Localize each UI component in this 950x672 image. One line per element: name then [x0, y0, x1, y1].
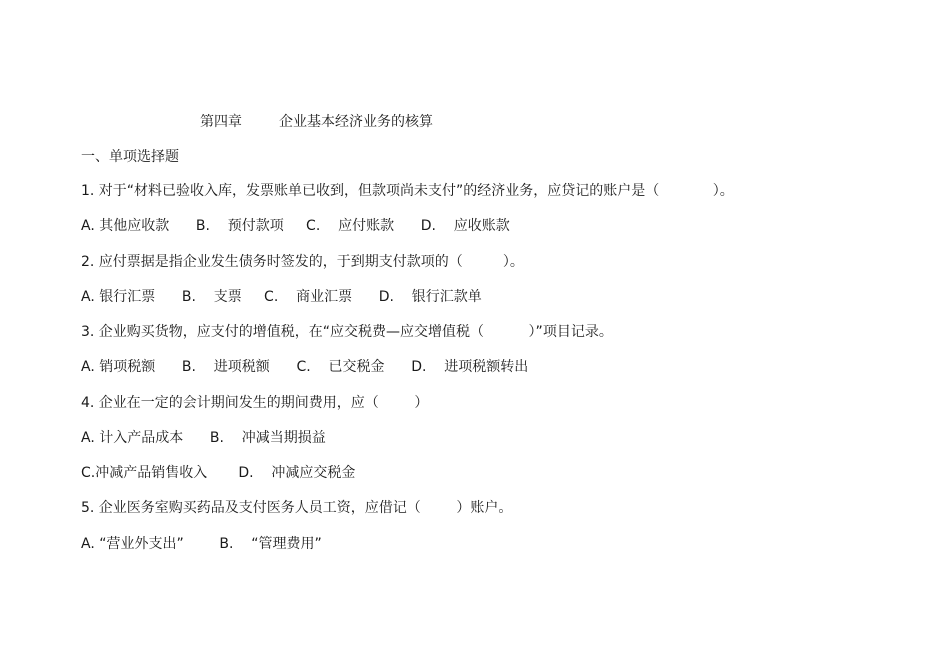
question-3-stem: 3. 企业购买货物，应支付的增值税，在“应交税费—应交增值税（ ）”项目记录。 — [81, 324, 613, 340]
question-5-stem: 5. 企业医务室购买药品及支付医务人员工资，应借记（ ）账户。 — [81, 500, 513, 516]
question-3-options: A. 销项税额 B. 进项税额 C. 已交税金 D. 进项税额转出 — [81, 359, 529, 375]
chapter-number: 第四章 — [200, 114, 242, 130]
question-1-stem: 1. 对于“材料已验收入库，发票账单已收到，但款项尚未支付”的经济业务，应贷记的账户是（ ）。 — [81, 183, 734, 199]
question-4-options-1: A. 计入产品成本 B. 冲减当期损益 — [81, 430, 326, 446]
chapter-title: 企业基本经济业务的核算 — [279, 114, 433, 130]
question-1-options: A. 其他应收款 B. 预付款项 C. 应付账款 D. 应收账款 — [81, 218, 510, 234]
question-2-stem: 2. 应付票据是指企业发生债务时签发的，于到期支付款项的（ ）。 — [81, 254, 524, 270]
question-4-options-2: C.冲减产品销售收入 D. 冲减应交税金 — [81, 465, 356, 481]
question-2-options: A. 银行汇票 B. 支票 C. 商业汇票 D. 银行汇款单 — [81, 289, 482, 305]
question-4-stem: 4. 企业在一定的会计期间发生的期间费用，应（ ） — [81, 395, 429, 411]
question-5-options: A. “营业外支出” B. “管理费用” — [81, 536, 322, 552]
section-heading: 一、单项选择题 — [81, 149, 179, 165]
